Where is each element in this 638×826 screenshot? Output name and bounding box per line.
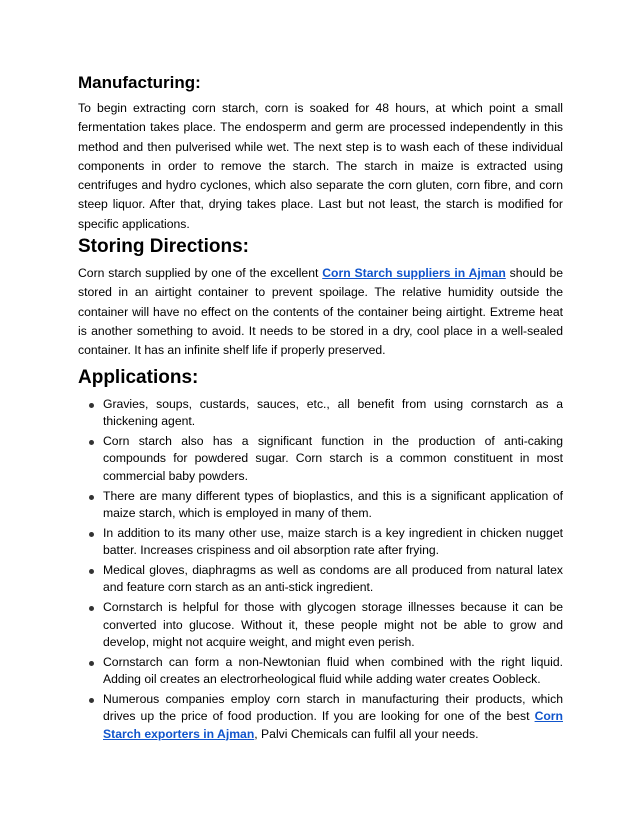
bullet-icon [89, 569, 94, 574]
list-item [78, 562, 563, 597]
bullet-icon [89, 440, 94, 445]
list-item [78, 433, 563, 485]
last-item-text-before-link: Numerous companies employ corn starch in manufacturing their products, which drives up the price of food production. If you are looking for one of the best [103, 691, 563, 724]
list-item-text: Gravies, soups, custards, sauces, etc., all benefit from using cornstarch as a thickening agent. [103, 397, 563, 429]
bullet-icon [89, 698, 94, 703]
list-item [78, 488, 563, 523]
list-item-text: Medical gloves, diaphragms as well as condoms are all produced from natural latex and feature corn starch as an anti-stick ingredient. [103, 563, 563, 595]
bullet-icon [89, 403, 94, 408]
corn-starch-suppliers-link[interactable]: Corn Starch suppliers in Ajman [322, 266, 506, 280]
storing-text-after-link: should be stored in an airtight container to prevent spoilage. The relative humidity outside the container will have no effect on the contents of the container being airtight. Extreme heat is another something to avoid. It needs to be stored in a dry, cool place in a well-sealed container. It has an infinite shelf life if properly preserved. [78, 266, 564, 358]
list-item-text: Cornstarch is helpful for those with glycogen storage illnesses because it can be converted into glucose. Without it, these people might not be able to grow and develop, might not acquire weight, and might even perish. [103, 600, 563, 649]
list-item-text: Corn starch also has a significant function in the production of anti-caking compounds for powdered sugar. Corn starch is a common constituent in most commercial baby powders. [103, 434, 563, 483]
list-item-text: In addition to its many other use, maize starch is a key ingredient in chicken nugget batter. Increases crispiness and oil absorption rate after frying. [103, 525, 563, 558]
bullet-icon [89, 661, 94, 666]
storing-directions-paragraph [78, 264, 563, 360]
storing-directions-heading: Storing Directions: [78, 236, 250, 257]
list-item [78, 396, 563, 431]
storing-text-before-link: Corn starch supplied by one of the excellent [78, 266, 323, 280]
bullet-icon [89, 606, 94, 611]
list-item-text: Cornstarch can form a non-Newtonian fluid when combined with the right liquid. Adding oil creates an electrorheological fluid while adding water creates Oobleck. [103, 654, 563, 687]
corn-starch-exporters-link[interactable]: Corn Starch exporters in Ajman [103, 709, 563, 741]
applications-heading: Applications: [78, 367, 199, 388]
manufacturing-paragraph: To begin extracting corn starch, corn is soaked for 48 hours, at which point a small fermentation takes place. The endosperm and germ are processed independently in this method and then pulverised while wet. The next step is to wash each of these individual components in order to remove the starch. The starch in maize is extracted using centrifuges and hydro cyclones, which also separate the corn gluten, corn fibre, and corn steep liquor. After that, drying takes place. Last but not least, the starch is modified for specific applications. [78, 101, 563, 231]
list-item [78, 654, 563, 689]
list-item [78, 599, 563, 651]
list-item-text: There are many different types of bioplastics, and this is a significant application of maize starch, which is employed in many of them. [103, 488, 563, 520]
last-item-text-after-link: , Palvi Chemicals can fulfil all your needs. [254, 726, 479, 741]
list-item [78, 525, 563, 560]
applications-list [78, 396, 563, 745]
bullet-icon [89, 495, 94, 500]
manufacturing-heading: Manufacturing: [78, 73, 201, 92]
list-item [78, 691, 563, 743]
bullet-icon [89, 532, 94, 537]
